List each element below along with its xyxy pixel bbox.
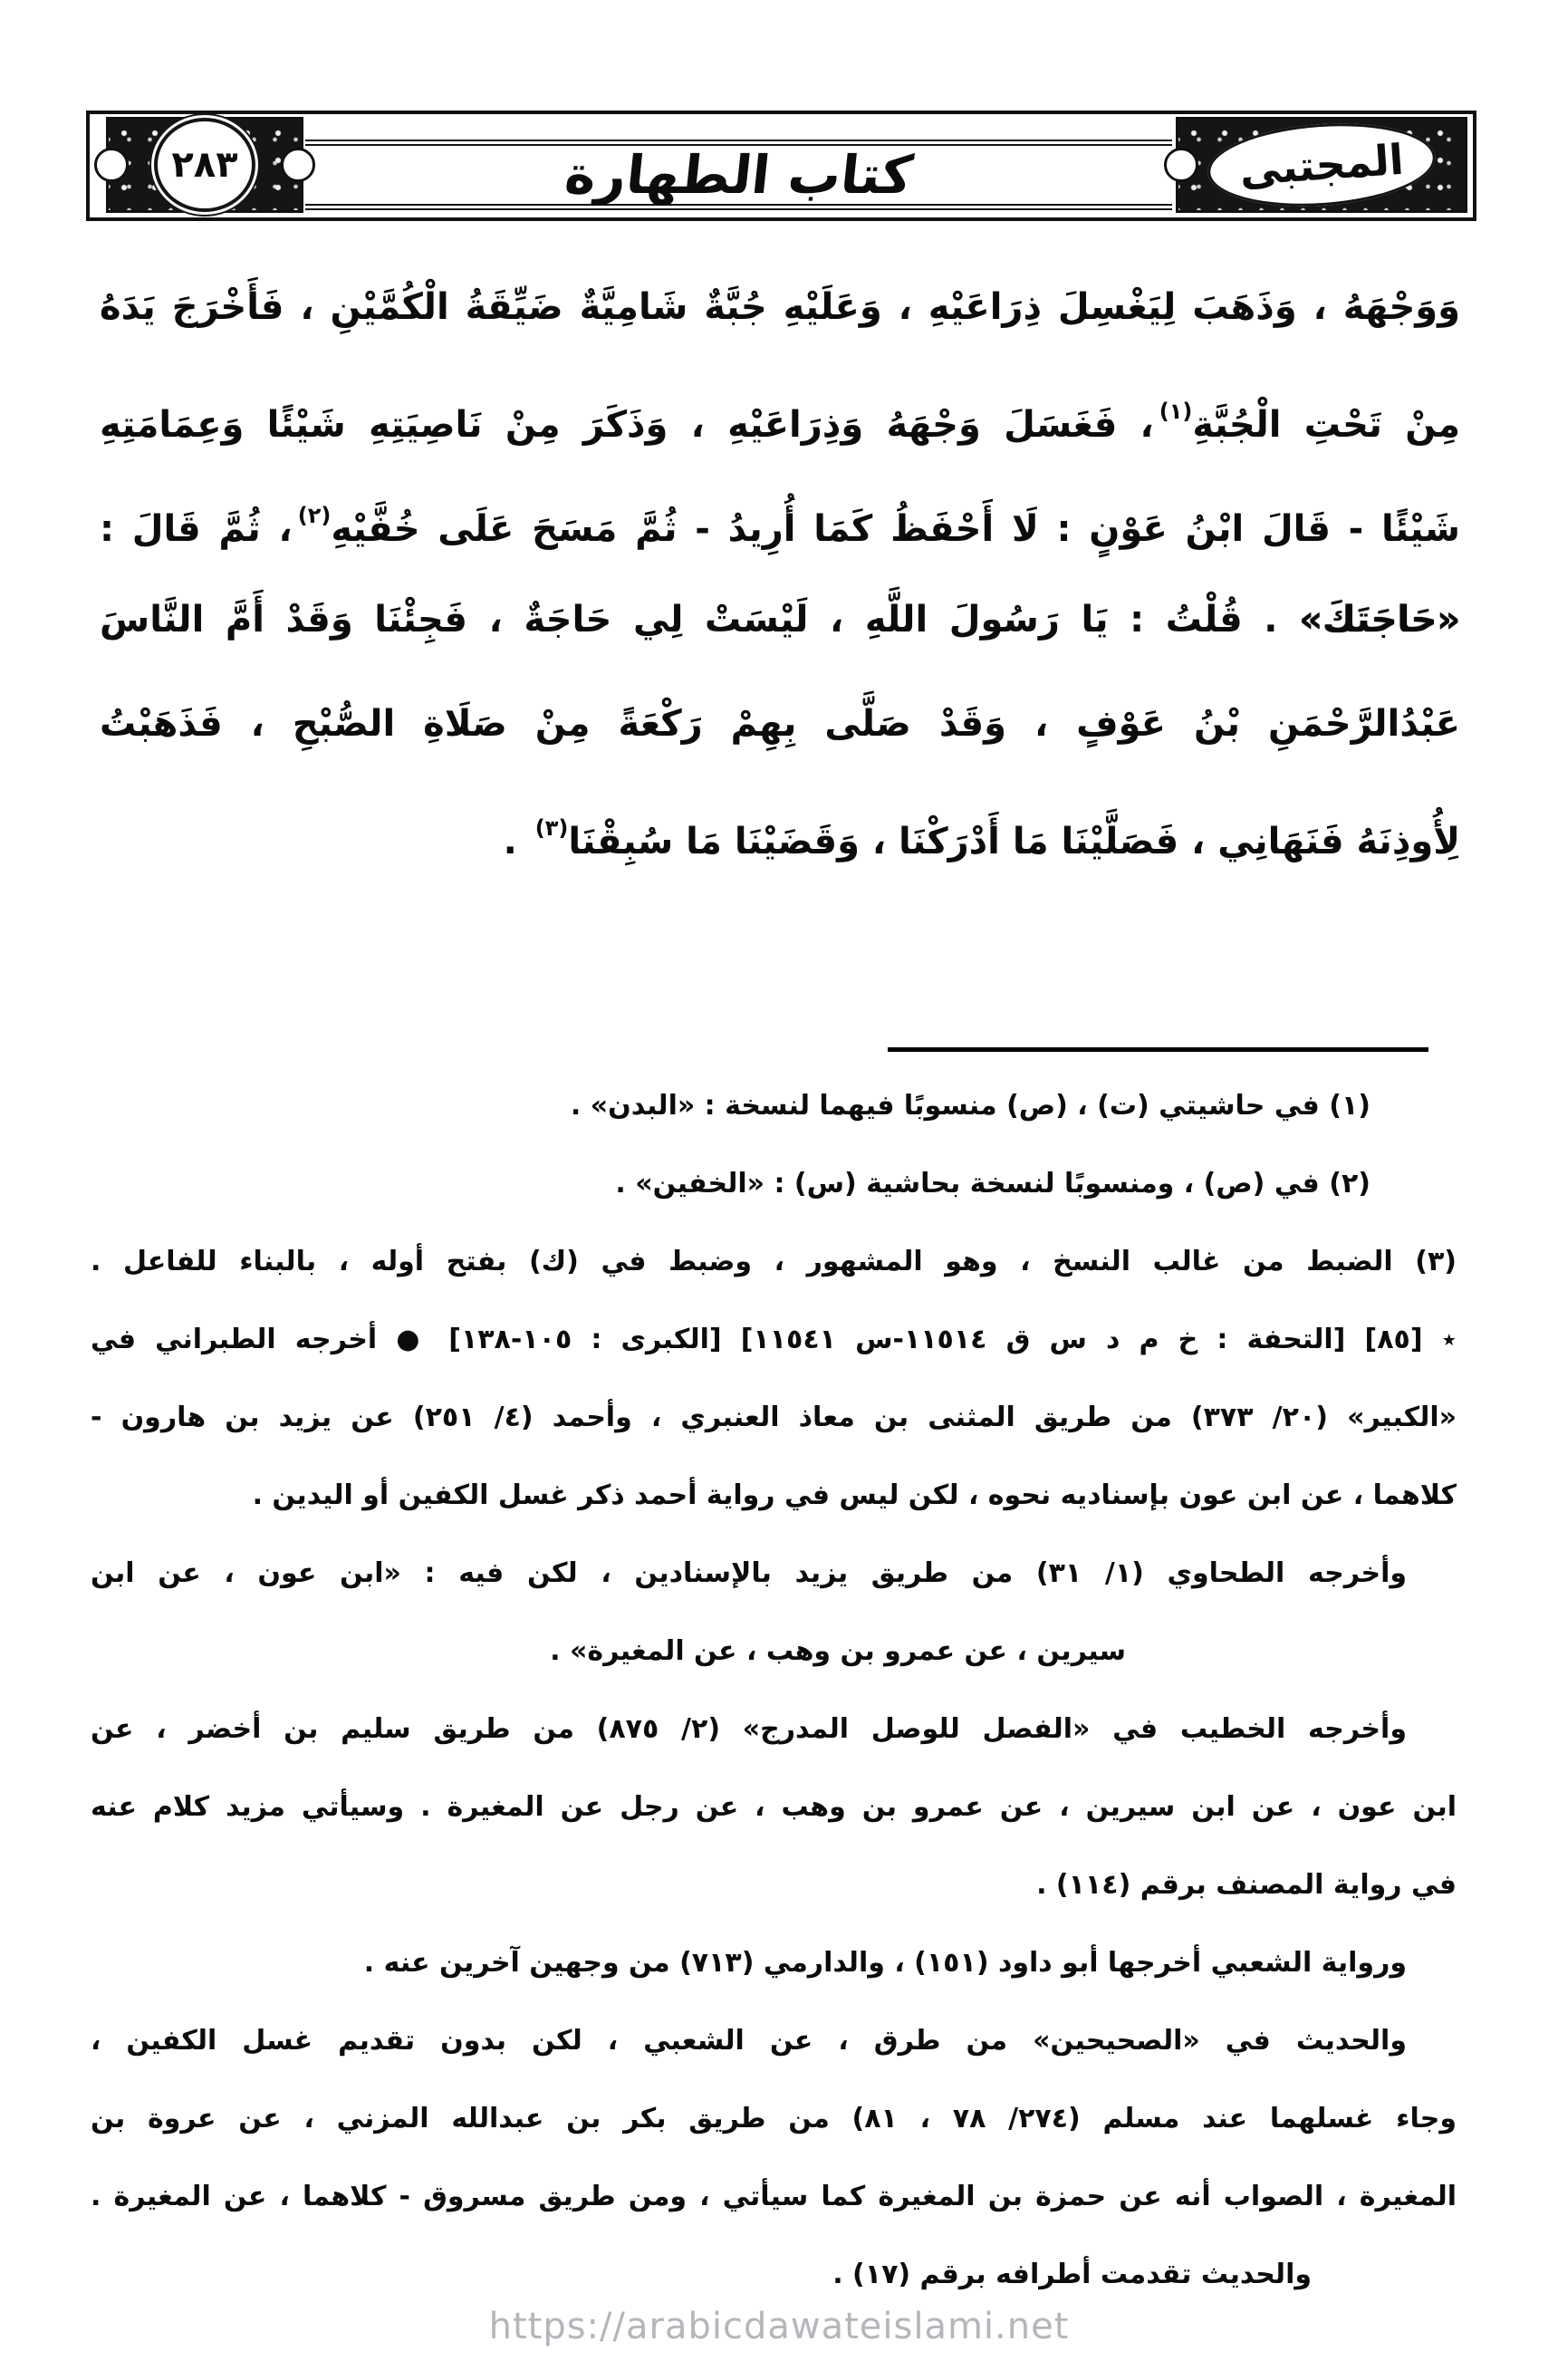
takhrij-line-13: والحديث تقدمت أطرافه برقم (١٧) .: [832, 2259, 1312, 2290]
hadith-line-2: [100, 360, 1460, 464]
header-rule-band: [305, 140, 1172, 210]
hadith-line-5: عَبْدُالرَّحْمَنِ بْنُ عَوْفٍ ، وَقَدْ صَلَّى بِهِمْ رَكْعَةً مِنْ صَلَاةِ الصُّبْحِ ، فَذَهَبْتُ: [100, 703, 1460, 745]
takhrij-line-6: وأخرجه الخطيب في «الفصل للوصل المدرج» (٢/ ٨٧٥) من طريق سليم بن أخضر ، عن: [91, 1713, 1407, 1745]
footnote-ref-2: (٢): [297, 503, 332, 528]
hadith-line-4: [100, 568, 1460, 672]
hadith-line-2-text: مِنْ تَحْتِ الْجُبَّةِ: [1192, 404, 1460, 446]
chapter-title-calligraphy: كتاب الطهارة: [562, 144, 916, 206]
ornament-bead-icon: [281, 148, 315, 182]
takhrij-line-9: ورواية الشعبي أخرجها أبو داود (١٥١) ، والدارمي (٧١٣) من وجهين آخرين عنه .: [363, 1947, 1407, 1979]
hadith-line-6-end: .: [503, 821, 530, 862]
footnote-1: (١) في حاشيتي (ت) ، (ص) منسوبًا فيهما لنسخة : «البدن» .: [570, 1090, 1370, 1122]
takhrij-line-7: ابن عون ، عن ابن سيرين ، عن عمرو بن وهب ، عن رجل عن المغيرة . وسيأتي مزيد كلام عنه: [91, 1791, 1457, 1823]
footnote-separator: [888, 1047, 1428, 1052]
takhrij-line-10: والحديث في «الصحيحين» من طرق ، عن الشعبي ، لكن بدون تقديم غسل الكفين ،: [91, 2025, 1407, 2057]
watermark: https://arabicdawateislami.net: [488, 2306, 1070, 2347]
book-name-calligraphy: المجتبى: [1237, 134, 1406, 196]
takhrij-line-12: المغيرة ، الصواب أنه عن حمزة بن المغيرة كما سيأتي ، ومن طريق مسروق - كلاهما ، عن المغيرة .: [91, 2181, 1457, 2212]
book-name-cartouche: [1176, 117, 1467, 213]
ornament-bead-icon: [94, 148, 129, 182]
takhrij-line-11: وجاء غسلهما عند مسلم (٢٧٤/ ٧٨ ، ٨١) من طريق بكر بن عبدالله المزني ، عن عروة بن: [91, 2103, 1457, 2134]
footnote-3: (٣) الضبط من غالب النسخ ، وهو المشهور ، وضبط في (ك) بفتح أوله ، بالبناء للفاعل .: [91, 1246, 1457, 1277]
footnotes-block: [91, 1067, 1457, 2314]
ornament-bead-icon: [1164, 148, 1198, 182]
footnote-ref-3: (٣): [534, 815, 569, 841]
footnote-2: (٢) في (ص) ، ومنسوبًا لنسخة بحاشية (س) : «الخفين» .: [615, 1168, 1370, 1200]
takhrij-line-3: كلاهما ، عن ابن عون بإسناديه نحوه ، لكن ليس في رواية أحمد ذكر غسل الكفين أو اليدين .: [252, 1479, 1457, 1511]
book-name-oval: [1205, 116, 1438, 213]
takhrij-line-8: في رواية المصنف برقم (١١٤) .: [1036, 1869, 1457, 1901]
page-header-ornament: [86, 111, 1476, 221]
hadith-text-block: [100, 255, 1460, 881]
hadith-line-6: [100, 776, 1460, 881]
hadith-line-2-cont: ، فَغَسَلَ وَجْهَهُ وَذِرَاعَيْهِ ، وَذَكَرَ مِنْ نَاصِيَتِهِ شَيْئًا وَعِمَامَتِهِ: [100, 404, 1154, 446]
page-number: ٢٨٣: [171, 144, 238, 186]
hadith-line-3: [100, 464, 1460, 568]
takhrij-line-2: «الكبير» (٢٠/ ٣٧٣) من طريق المثنى بن معاذ العنبري ، وأحمد (٤/ ٢٥١) عن يزيد بن هارون -: [91, 1402, 1457, 1433]
hadith-line-1: وَوَجْهَهُ ، وَذَهَبَ لِيَغْسِلَ ذِرَاعَيْهِ ، وَعَلَيْهِ جُبَّةٌ شَامِيَّةٌ ضَيِّقَةُ الْكُمَّيْنِ ، فَأَخْرَجَ يَدَهُ: [100, 286, 1460, 328]
hadith-line-6-text: لِأُوذِنَهُ فَنَهَانِي ، فَصَلَّيْنَا مَا أَدْرَكْنَا ، وَقَضَيْنَا مَا سُبِقْنَا: [568, 821, 1460, 862]
footnote-ref-1: (١): [1159, 399, 1193, 424]
hadith-line-3-cont: ، ثُمَّ قَالَ :: [100, 508, 293, 550]
hadith-line-3-text: شَيْئًا - قَالَ ابْنُ عَوْنٍ : لَا أَحْفَظُ كَمَا أُرِيدُ - ثُمَّ مَسَحَ عَلَى خُفَّيْهِ: [331, 508, 1460, 550]
hadith-emphasis: «حَاجَتَكَ»: [1299, 599, 1460, 641]
page-number-medallion: [158, 121, 252, 208]
takhrij-line-4: وأخرجه الطحاوي (١/ ٣١) من طريق يزيد بالإسنادين ، لكن فيه : «ابن عون ، عن ابن: [91, 1557, 1407, 1589]
page-number-cartouche: [106, 117, 303, 213]
takhrij-line-1: ٭ [٨٥] [التحفة : خ م د س ق ١١٥١٤-س ١١٥٤١] [الكبرى : ١٠٥-١٣٨] ● أخرجه الطبراني في: [91, 1324, 1457, 1355]
hadith-line-4-cont: . قُلْتُ : يَا رَسُولَ اللَّهِ ، لَيْسَتْ لِي حَاجَةٌ ، فَجِئْنَا وَقَدْ أَمَّ النَّاسَ: [100, 599, 1300, 641]
takhrij-line-5: سيرين ، عن عمرو بن وهب ، عن المغيرة» .: [550, 1635, 1126, 1667]
